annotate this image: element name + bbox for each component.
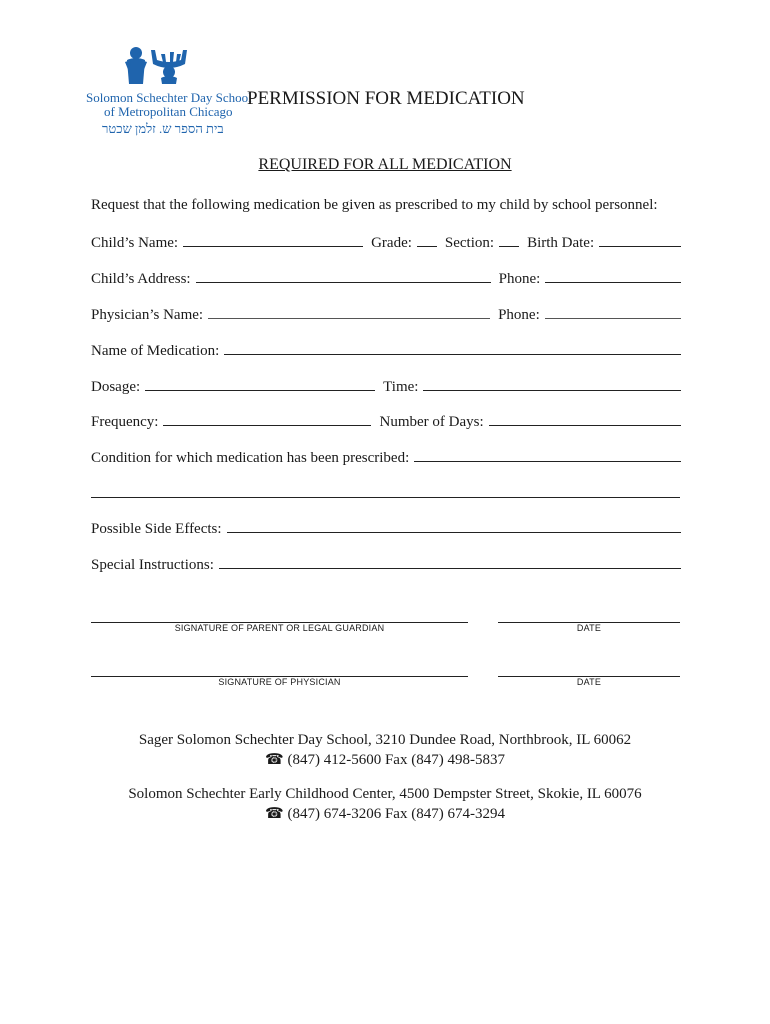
frequency-label: Frequency: (91, 414, 159, 430)
logo-school-location: of Metropolitan Chicago (104, 104, 233, 119)
row-medication (91, 340, 681, 360)
row-dosage (91, 376, 681, 396)
parent-signature-caption: SIGNATURE OF PARENT OR LEGAL GUARDIAN (174, 623, 385, 633)
footer-school2-phone (0, 804, 770, 823)
phone-label: Phone: (498, 271, 541, 287)
child-address-label: Child’s Address: (91, 271, 191, 287)
dosage-field[interactable] (145, 376, 375, 391)
physician-signature-caption: SIGNATURE OF PHYSICIAN (218, 677, 341, 687)
row-side-effects (91, 518, 681, 538)
phone-icon: ☎ (265, 752, 284, 768)
row-child-address (91, 268, 681, 288)
logo-school-name: Solomon Schechter Day School (86, 90, 252, 105)
footer-school1-address: Sager Solomon Schechter Day School, 3210 Dundee Road, Northbrook, IL 60062 (138, 732, 632, 748)
child-name-field[interactable] (183, 232, 363, 247)
frequency-field[interactable] (163, 411, 371, 426)
birth-date-field[interactable] (599, 232, 681, 247)
physician-phone-field[interactable] (545, 304, 681, 319)
page-subtitle: REQUIRED FOR ALL MEDICATION (258, 156, 512, 173)
medication-name-label: Name of Medication: (91, 343, 220, 359)
section-field[interactable] (499, 232, 519, 247)
row-physician (91, 304, 681, 324)
footer-school2-address: Solomon Schechter Early Childhood Center, 4500 Dempster Street, Skokie, IL 60076 (128, 786, 642, 802)
medication-name-field[interactable] (224, 340, 681, 355)
phone-icon: ☎ (265, 806, 284, 822)
number-of-days-field[interactable] (489, 411, 681, 426)
phone-field[interactable] (545, 268, 681, 283)
birth-date-label: Birth Date: (527, 235, 595, 251)
side-effects-field[interactable] (227, 518, 681, 533)
page-title: PERMISSION FOR MEDICATION (247, 88, 525, 109)
school-logo (125, 46, 195, 86)
row-special-instructions (91, 554, 681, 574)
grade-label: Grade: (371, 235, 412, 251)
time-label: Time: (383, 379, 419, 395)
dosage-label: Dosage: (91, 379, 141, 395)
condition-field[interactable] (414, 447, 681, 462)
physician-phone-label: Phone: (498, 307, 540, 323)
logo-hebrew-name: בית הספר ש. זלמן שכטר (102, 121, 224, 136)
row-frequency (91, 411, 681, 431)
number-of-days-label: Number of Days: (379, 414, 484, 430)
condition-field-continued[interactable] (91, 497, 680, 498)
section-label: Section: (444, 235, 495, 251)
grade-field[interactable] (417, 232, 437, 247)
intro-text: Request that the following medication be given as prescribed to my child by school personnel: (91, 197, 658, 213)
special-instructions-field[interactable] (219, 554, 681, 569)
physician-name-label: Physician’s Name: (91, 307, 204, 323)
parent-date-caption: DATE (576, 623, 602, 633)
special-instructions-label: Special Instructions: (91, 557, 214, 573)
time-field[interactable] (423, 376, 681, 391)
side-effects-label: Possible Side Effects: (91, 521, 222, 537)
child-name-label: Child’s Name: (91, 235, 179, 251)
row-child-name (91, 232, 681, 252)
footer-school2-phone-text: (847) 674-3206 Fax (847) 674-3294 (287, 806, 505, 822)
child-address-field[interactable] (196, 268, 491, 283)
footer-school1-phone (0, 750, 770, 769)
condition-label: Condition for which medication has been prescribed: (91, 450, 410, 466)
physician-name-field[interactable] (208, 304, 490, 319)
footer-school1-phone-text: (847) 412-5600 Fax (847) 498-5837 (287, 752, 505, 768)
physician-date-caption: DATE (576, 677, 602, 687)
row-condition (91, 447, 681, 467)
